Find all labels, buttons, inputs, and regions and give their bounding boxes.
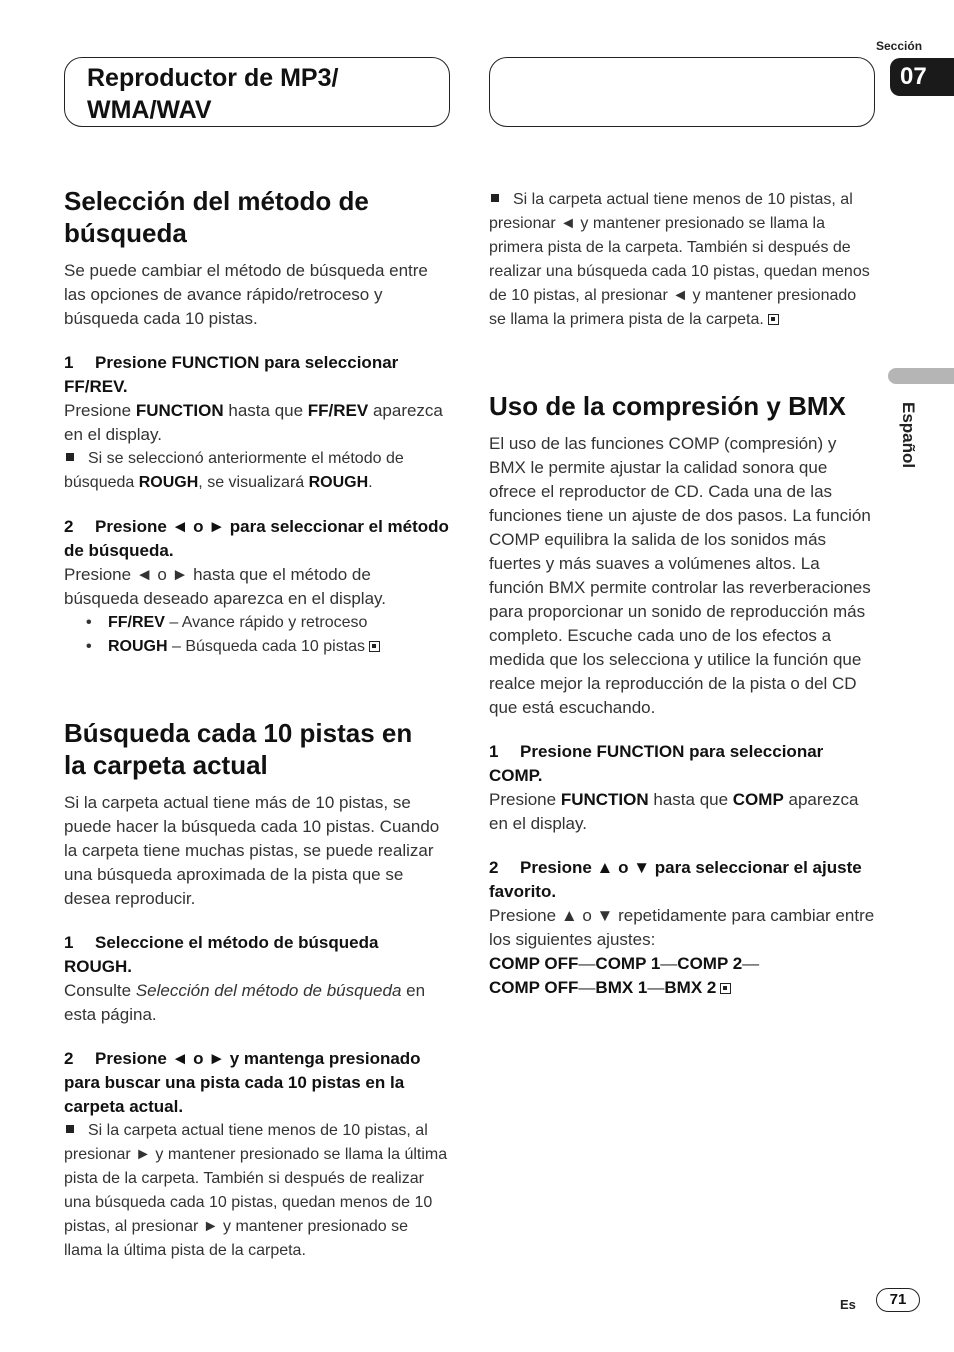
section-heading-compression-bmx: Uso de la compresión y BMX <box>489 391 846 421</box>
chapter-header-box <box>64 57 450 127</box>
step-heading: 1 Presione FUNCTION para seleccionar FF/REV. <box>64 353 399 396</box>
page-number: 71 <box>876 1288 920 1312</box>
chapter-title: Reproductor de MP3/ WMA/WAV <box>87 64 339 124</box>
list-item: • ROUGH – Búsqueda cada 10 pistas <box>64 635 450 659</box>
step-heading: 2 Presione ◄ o ► y mantenga presionado para buscar una pista cada 10 pistas en la carpeta actual. <box>64 1049 421 1116</box>
language-tab-bar <box>888 368 954 384</box>
language-label: Español <box>899 402 918 469</box>
paragraph: Se puede cambiar el método de búsqueda entre las opciones de avance rápido/retroceso y búsqueda cada 10 pistas. <box>64 261 428 328</box>
note: Si se seleccionó anteriormente el método de búsqueda ROUGH, se visualizará ROUGH. <box>64 450 404 491</box>
bullet-icon: • <box>86 614 92 631</box>
section-number-tab: 07 <box>890 58 954 96</box>
right-column <box>489 188 875 1000</box>
paragraph: Presione ◄ o ► hasta que el método de búsqueda deseado aparezca en el display. <box>64 565 386 608</box>
paragraph: Si la carpeta actual tiene más de 10 pistas, se puede hacer la búsqueda cada 10 pistas. Cuando la carpeta tiene muchas pistas, se puede realizar una búsqueda aproximada de la pista que se desea reproducir. <box>64 793 440 908</box>
step-heading: 2 Presione ▲ o ▼ para seleccionar el ajuste favorito. <box>489 858 862 901</box>
note-square-icon <box>66 453 74 461</box>
note: Si la carpeta actual tiene menos de 10 pistas, al presionar ◄ y mantener presionado se llama la primera pista de la carpeta. También si después de realizar una búsqueda cada 10 pistas, quedan menos de 10 pistas, al presionar ◄ y mantener presionado se llama la primera pista de la carpeta. <box>489 191 870 328</box>
section-label: Sección <box>876 39 923 53</box>
step-heading: 2 Presione ◄ o ► para seleccionar el método de búsqueda. <box>64 517 449 560</box>
list-item: • FF/REV – Avance rápido y retroceso <box>64 611 450 635</box>
paragraph: Presione FUNCTION hasta que COMP aparezca en el display. <box>489 790 859 833</box>
note: Si la carpeta actual tiene menos de 10 pistas, al presionar ► y mantener presionado se llama la última pista de la carpeta. También si después de realizar una búsqueda cada 10 pistas, quedan menos de 10 pistas, al presionar ► y mantener presionado se llama la última pista de la carpeta. <box>64 1122 448 1259</box>
header-empty-box <box>489 57 875 127</box>
end-mark-icon <box>768 314 779 325</box>
end-mark-icon <box>720 983 731 994</box>
paragraph: Consulte Selección del método de búsqueda en esta página. <box>64 981 426 1024</box>
footer-language-code: Es <box>840 1297 856 1312</box>
paragraph: Presione ▲ o ▼ repetidamente para cambiar entre los siguientes ajustes: <box>489 906 875 949</box>
paragraph: El uso de las funciones COMP (compresión) y BMX le permite ajustar la calidad sonora que ofrece el reproductor de CD. Cada una de las funciones tiene un ajuste de dos pasos. La función COMP equilibra la salida de los sonidos más fuertes y más suaves a volúmenes altos. La función BMX permite controlar las reverberaciones para proporcionar un sonido de reproducción más completo. Escuche cada uno de los efectos a medida que los selecciona y utilice la función que realce mejor la reproducción de la pista o del CD que está escuchando. <box>489 434 871 717</box>
left-column <box>64 185 450 1263</box>
step-heading: 1 Seleccione el método de búsqueda ROUGH. <box>64 933 379 976</box>
paragraph: Presione FUNCTION hasta que FF/REV aparezca en el display. <box>64 401 443 444</box>
section-heading-10-track-search: Búsqueda cada 10 pistas en la carpeta actual <box>64 718 413 780</box>
note-square-icon <box>491 194 499 202</box>
settings-sequence: COMP OFF—COMP 1—COMP 2— COMP OFF—BMX 1—BMX 2 <box>489 954 760 997</box>
step-heading: 1 Presione FUNCTION para seleccionar COMP. <box>489 742 824 785</box>
end-mark-icon <box>369 641 380 652</box>
note-square-icon <box>66 1125 74 1133</box>
section-heading-search-method: Selección del método de búsqueda <box>64 186 369 248</box>
bullet-icon: • <box>86 638 92 655</box>
